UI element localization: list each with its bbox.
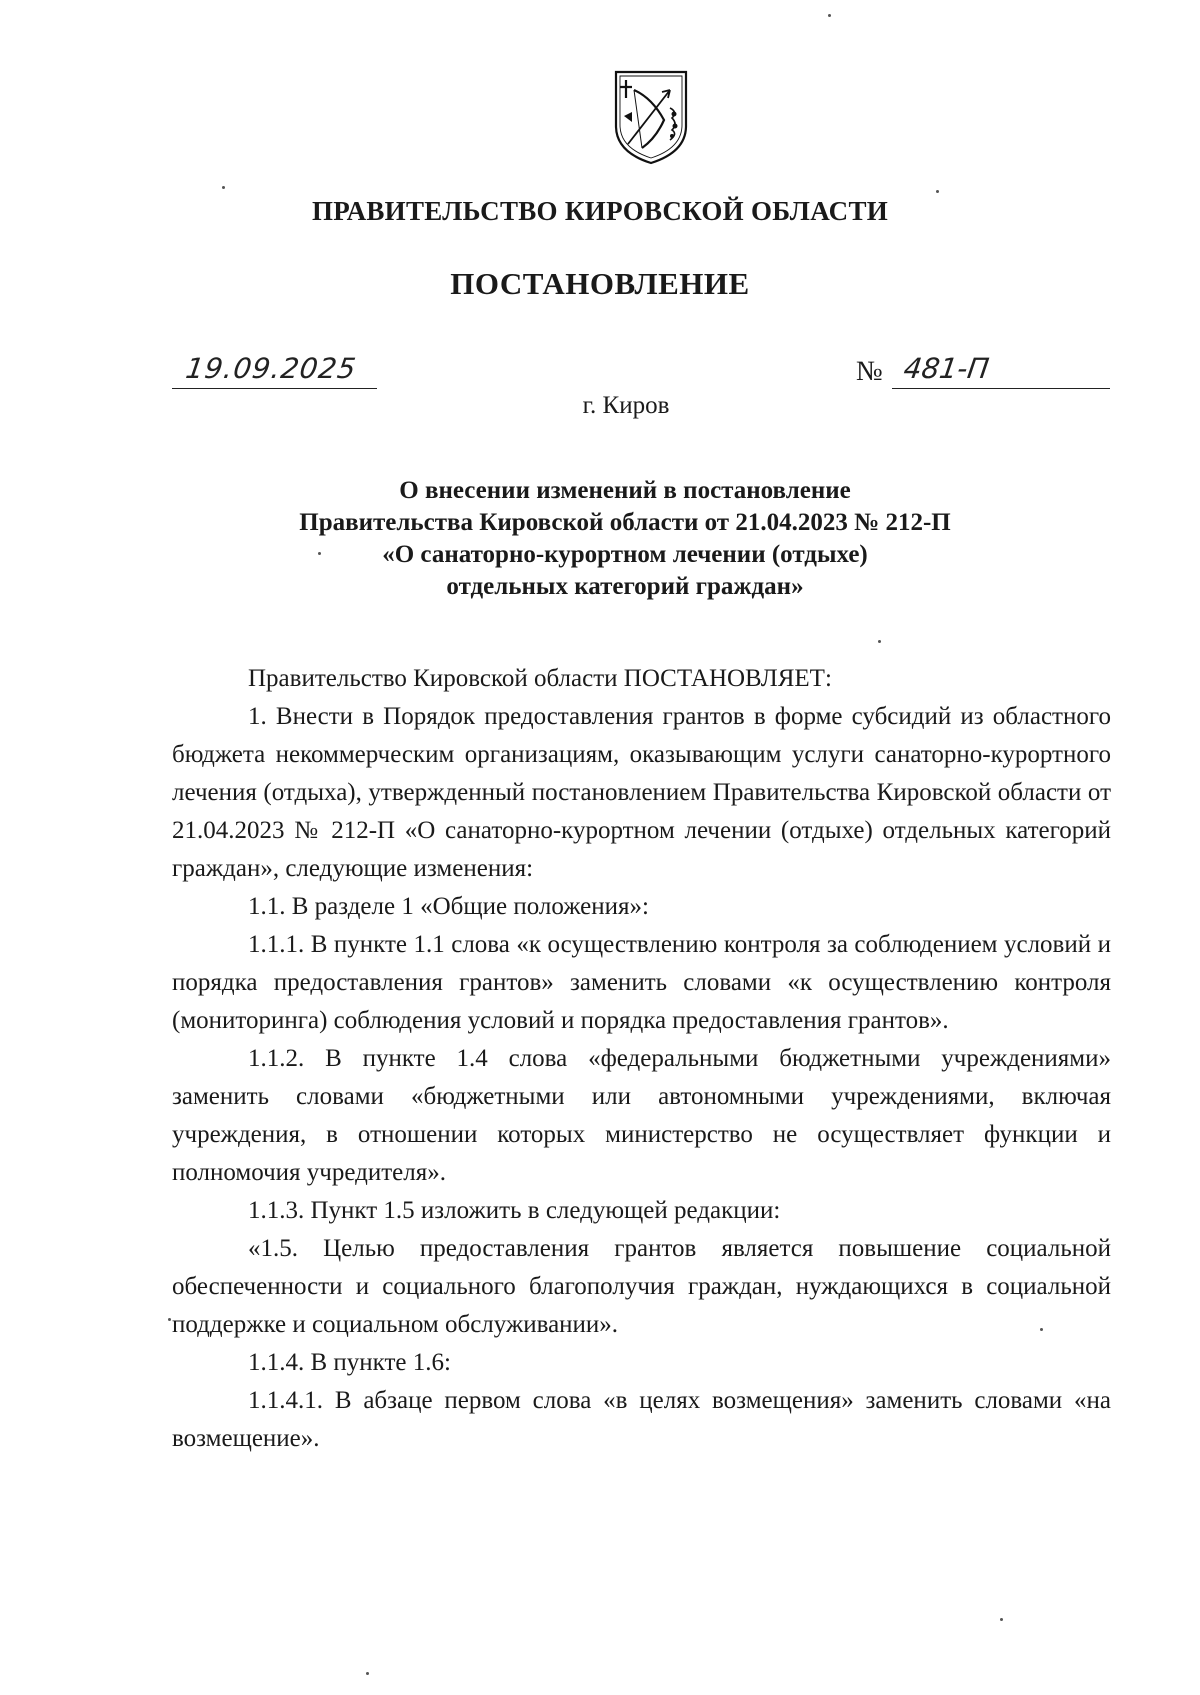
scan-speck — [366, 1672, 369, 1675]
number-field — [892, 352, 1110, 389]
document-body — [172, 660, 1111, 1458]
handwritten-number: 481-П — [901, 352, 991, 385]
subject-line: «О санаторно-курортном лечении (отдыхе) — [382, 541, 868, 568]
scan-speck — [828, 14, 831, 17]
scan-speck — [878, 640, 881, 643]
handwritten-date: 19.09.2025 — [183, 352, 359, 385]
subject-line: отдельных категорий граждан» — [446, 573, 804, 600]
city-line: г. Киров — [582, 392, 670, 419]
document-type-heading: ПОСТАНОВЛЕНИЕ — [450, 266, 750, 301]
subject-line: Правительства Кировской области от 21.04.2023 № 212-П — [299, 509, 951, 536]
document-subject — [200, 475, 1050, 603]
scan-speck — [318, 552, 321, 555]
clause-1-1-3: 1.1.3. Пункт 1.5 изложить в следующей редакции: — [248, 1197, 781, 1224]
subject-line: О внесении изменений в постановление — [399, 477, 851, 504]
coat-of-arms-icon — [612, 68, 690, 166]
scan-speck — [1040, 1328, 1043, 1331]
clause-1-1-2: 1.1.2. В пункте 1.4 слова «федеральными бюджетными учреждениями» заменить словами «бюджетными или автономными учреждениями, включая учреждения, в отношении которых министерство не осуществляет функции и полномочия учредителя». — [172, 1045, 1111, 1186]
clause-1-1-4: 1.1.4. В пункте 1.6: — [248, 1349, 451, 1376]
clause-1: 1. Внести в Порядок предоставления грантов в форме субсидий из областного бюджета некоммерческим организациям, оказывающим услуги санаторно-курортного лечения (отдыха), утвержденный постановлением Правительства Кировской области от 21.04.2023 № 212-П «О санаторно-курортном лечении (отдыхе) отдельных категорий граждан», следующие изменения: — [172, 703, 1111, 882]
scan-speck — [1000, 1618, 1003, 1621]
clause-1-1-1: 1.1.1. В пункте 1.1 слова «к осуществлению контроля за соблюдением условий и порядка предоставления грантов» заменить словами «к осуществлению контроля (мониторинга) соблюдения условий и порядка предоставления грантов». — [172, 931, 1111, 1034]
number-label: № — [856, 356, 883, 387]
scan-speck — [222, 186, 225, 189]
scan-speck — [936, 190, 939, 193]
clause-1-1: 1.1. В разделе 1 «Общие положения»: — [248, 893, 649, 920]
preamble: Правительство Кировской области ПОСТАНОВЛЯЕТ: — [248, 665, 832, 692]
government-title: ПРАВИТЕЛЬСТВО КИРОВСКОЙ ОБЛАСТИ — [311, 196, 889, 226]
scan-speck — [168, 1318, 171, 1321]
clause-1-5-text: «1.5. Целью предоставления грантов является повышение социальной обеспеченности и социального благополучия граждан, нуждающихся в социальной поддержке и социальном обслуживании». — [172, 1235, 1111, 1338]
clause-1-1-4-1: 1.1.4.1. В абзаце первом слова «в целях возмещения» заменить словами «на возмещение». — [172, 1387, 1111, 1452]
date-field — [172, 352, 377, 389]
